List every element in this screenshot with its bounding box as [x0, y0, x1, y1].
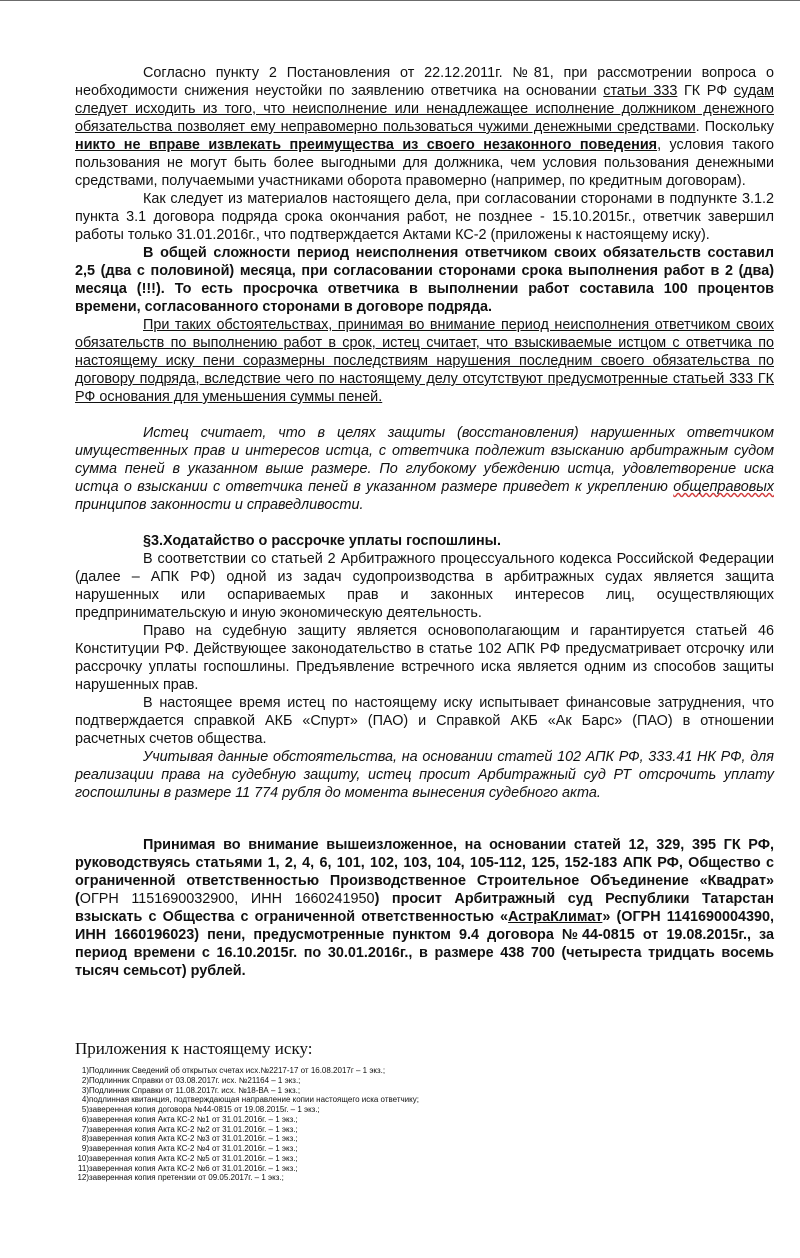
section-heading: §3.Ходатайство о рассрочке уплаты госпошлины. [143, 533, 501, 549]
company-name-astraklimat: АстраКлимат [508, 909, 603, 925]
paragraph-case-materials: Как следует из материалов настоящего дела, при согласовании сторонами в подпункте 3.1.2 пункта 3.1 договора подряда срока окончания работ, не позднее - 15.10.2015г., ответчик завершил работы только 31.01.2016г., что подтверждается Актами КС-2 (приложены к настоящему иску). [75, 191, 774, 243]
attachment-item: 9)заверенная копия Акта КС-2 №4 от 31.01.2016г. – 1 экз.; [81, 1144, 298, 1153]
attachment-item: 5)заверенная копия договора №44-0815 от 19.08.2015г. – 1 экз.; [81, 1105, 320, 1114]
attachment-item: 3)Подлинник Справки от 11.08.2017г. исх. №18-ВА – 1 экз.; [81, 1085, 301, 1095]
attachment-item: 8)заверенная копия Акта КС-2 №3 от 31.01.2016г. – 1 экз.; [81, 1134, 298, 1144]
attachment-item: 12)заверенная копия претензии от 09.05.2017г. – 1 экз.; [77, 1173, 284, 1183]
paragraph-delay-period: В общей сложности период неисполнения ответчиком своих обязательств составил 2,5 (два с половиной) месяца, при согласовании сторонами срока выполнения работ в 2 (два) месяца (!!!). То есть просрочка ответчика в выполнении работ составила 100 процентов времени, согласованного сторонами в договоре подряда. [75, 245, 774, 315]
attachment-item: 4)подлинная квитанция, подтверждающая направление копии настоящего иска ответчику; [81, 1095, 419, 1105]
paragraph-claim-request: Принимая во внимание вышеизложенное, на основании статей 12, 329, 395 ГК РФ, руководствуясь статьями 1, 2, 4, 6, 101, 102, 103, 104, 105-112, 125, 152-183 АПК РФ, Общество с ограниченной ответственностью Производственное Строительное Объединение «Квадрат» (ОГРН 1151690032900, ИНН 1660241950) просит Арбитражный суд Республики Татарстан взыскать с Общества с ограниченной ответственностью «АстраКлимат» (ОГРН 1141690004390, ИНН 1660196023) пени, предусмотренные пунктом 9.4 договора №44-0815 от 19.08.2015г., за период времени с 16.10.2015г. по 30.01.2016г., в размере 438 700 (четыреста тридцать восемь тысяч семьсот) рублей. [75, 837, 774, 979]
attachment-item: 10)заверенная копия Акта КС-2 №5 от 31.01.2016г. – 1 экз.; [77, 1153, 298, 1163]
paragraph-financial-difficulties: В настоящее время истец по настоящему иску испытывает финансовые затруднения, что подтверждается справкой АКБ «Спурт» (ПАО) и Справкой АКБ «Ак Барс» (ПАО) в отношении расчетных счетов общества. [75, 695, 774, 747]
attachments-list [75, 1066, 419, 1183]
paragraph-plaintiff-opinion: Истец считает, что в целях защиты (восстановления) нарушенных ответчиком имущественных прав и интересов истца, с ответчика подлежит взысканию арбитражным судом сумма пеней в указанном выше размере. По глубокому убеждению истца, удовлетворение иска истца о взыскании с ответчика пеней в указанном размере приведет к укреплению общеправовых принципов законности и справедливости. [75, 425, 774, 513]
attachment-item: 7)заверенная копия Акта КС-2 №2 от 31.01.2016г. – 1 экз.; [81, 1124, 298, 1134]
underlined-quote: судам следует исходить из того, что неисполнение или ненадлежащее исполнение должником денежного обязательства позволяет ему неправомерно пользоваться чужими денежными средствами [75, 83, 774, 135]
attachment-item: 11)заверенная копия Акта КС-2 №6 от 31.01.2016г. – 1 экз.; [78, 1163, 298, 1173]
paragraph-resolution-81: Согласно пункту 2 Постановления от 22.12.2011г. №81, при рассмотрении вопроса о необходимости снижения неустойки по заявлению ответчика на основании статьи 333 ГК РФ судам следует исходить из того, что неисполнение или ненадлежащее исполнение должником денежного обязательства позволяет ему неправомерно пользоваться чужими денежными средствами. Поскольку никто не вправе извлекать преимущества из своего незаконного поведения, условия такого пользования не могут быть более выгодными для должника, чем условия пользования денежными средствами, получаемыми участниками оборота правомерно (например, по кредитным договорам). [75, 65, 775, 189]
bold-underlined-quote: никто не вправе извлекать преимущества из своего незаконного поведения [75, 137, 658, 153]
attachment-item: 2)Подлинник Справки от 03.08.2017г. исх. №21164 – 1 экз.; [81, 1075, 301, 1085]
paragraph-apk-article-2: В соответствии со статьей 2 Арбитражного процессуального кодекса Российской Федерации (далее – АПК РФ) одной из задач судопроизводства в арбитражных судах является защита нарушенных или оспариваемых прав и законных интересов лиц, осуществляющих предпринимательскую и иную экономическую деятельность. [75, 551, 774, 621]
paragraph-circumstances: При таких обстоятельствах, принимая во внимание период неисполнения ответчиком своих обязательств по выполнению работ в срок, истец считает, что взыскиваемые истцом с ответчика по настоящему иску пени соразмерны последствиям нарушения последним своего обязательства по договору подряда, вследствие чего по настоящему делу отсутствуют предусмотренные статьей 333 ГК РФ основания для уменьшения суммы пеней. [75, 317, 774, 405]
paragraph-fee-deferral: Учитывая данные обстоятельства, на основании статей 102 АПК РФ, 333.41 НК РФ, для реализации права на судебную защиту, истец просит Арбитражный суд РТ отсрочить уплату госпошлины в размере 11 774 рубля до момента вынесения судебного акта. [75, 749, 774, 801]
attachment-item: 6)заверенная копия Акта КС-2 №1 от 31.01.2016г. – 1 экз.; [81, 1114, 298, 1124]
page-top-border [0, 0, 800, 1]
article-333-link[interactable]: статьи 333 [603, 83, 678, 99]
paragraph-judicial-protection: Право на судебную защиту является основополагающим и гарантируется статьей 46 Конституции РФ. Действующее законодательство в статье 102 АПК РФ предусматривает отсрочку или рассрочку уплаты госпошлины. Предъявление встречного иска является одним из способов защиты нарушенных прав. [75, 623, 774, 693]
spellcheck-word: общеправовых [673, 479, 774, 495]
attachments-title: Приложения к настоящему иску: [75, 1039, 313, 1058]
attachment-item: 1)Подлинник Сведений об открытых счетах исх.№2217-17 от 16.08.2017г – 1 экз.; [81, 1066, 386, 1075]
document-body [75, 64, 774, 980]
